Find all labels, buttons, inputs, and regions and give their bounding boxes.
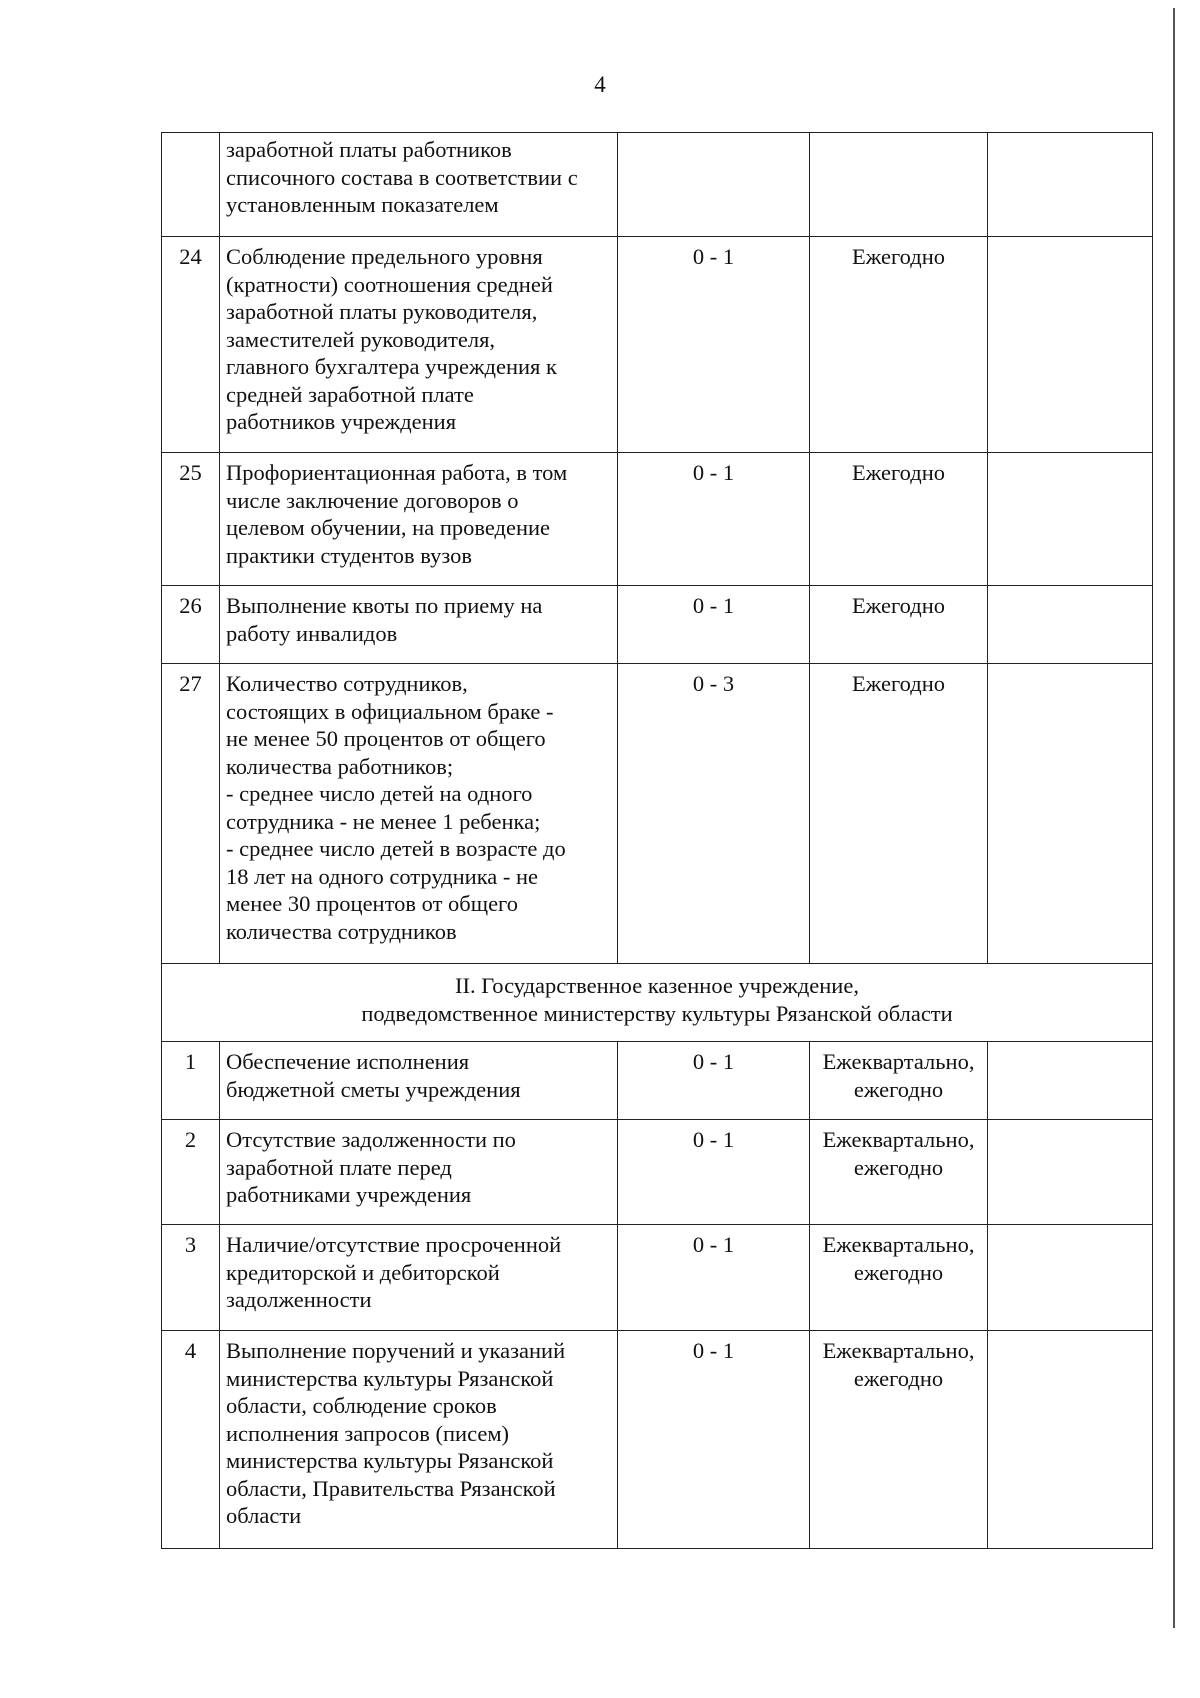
row-number: 24	[162, 237, 220, 453]
criterion-text: Отсутствие задолженности по заработной плате перед работниками учреждения	[220, 1120, 618, 1225]
row-number: 25	[162, 453, 220, 586]
score-range: 0 - 1	[618, 1331, 810, 1549]
section-header-row	[162, 964, 1153, 1042]
score-range: 0 - 1	[618, 1042, 810, 1120]
criterion-text: Профориентационная работа, в том числе заключение договоров о целевом обучении, на проведение практики студентов вузов	[220, 453, 618, 586]
criterion-text: заработной платы работников списочного состава в соответствии с установленным показателем	[220, 133, 618, 237]
row-number: 2	[162, 1120, 220, 1225]
table-row	[162, 1120, 1153, 1225]
table-row	[162, 237, 1153, 453]
criterion-text: Соблюдение предельного уровня (кратности) соотношения средней заработной платы руководителя, заместителей руководителя, главного бухгалтера учреждения к средней заработной плате работников учреждения	[220, 237, 618, 453]
empty-cell	[988, 1042, 1153, 1120]
frequency	[810, 133, 988, 237]
frequency: Ежегодно	[810, 453, 988, 586]
empty-cell	[988, 1225, 1153, 1331]
frequency: Ежеквартально, ежегодно	[810, 1225, 988, 1331]
row-number: 27	[162, 664, 220, 964]
score-range	[618, 133, 810, 237]
row-number: 26	[162, 586, 220, 664]
criterion-text: Выполнение поручений и указаний министерства культуры Рязанской области, соблюдение сроков исполнения запросов (писем) министерства культуры Рязанской области, Правительства Рязанской области	[220, 1331, 618, 1549]
row-number: 1	[162, 1042, 220, 1120]
score-range: 0 - 1	[618, 1225, 810, 1331]
section-title: II. Государственное казенное учреждение, подведомственное министерству культуры Рязанской области	[162, 964, 1153, 1042]
table-row	[162, 1042, 1153, 1120]
row-number: 4	[162, 1331, 220, 1549]
row-number: 3	[162, 1225, 220, 1331]
score-range: 0 - 1	[618, 586, 810, 664]
table-row	[162, 453, 1153, 586]
score-range: 0 - 3	[618, 664, 810, 964]
criterion-text: Обеспечение исполнения бюджетной сметы учреждения	[220, 1042, 618, 1120]
score-range: 0 - 1	[618, 1120, 810, 1225]
scan-edge-line	[1173, 8, 1175, 1628]
criterion-text: Наличие/отсутствие просроченной кредиторской и дебиторской задолженности	[220, 1225, 618, 1331]
frequency: Ежегодно	[810, 237, 988, 453]
empty-cell	[988, 664, 1153, 964]
frequency: Ежегодно	[810, 586, 988, 664]
empty-cell	[988, 1120, 1153, 1225]
frequency: Ежеквартально, ежегодно	[810, 1042, 988, 1120]
empty-cell	[988, 586, 1153, 664]
empty-cell	[988, 1331, 1153, 1549]
empty-cell	[988, 237, 1153, 453]
table-row	[162, 586, 1153, 664]
frequency: Ежеквартально, ежегодно	[810, 1331, 988, 1549]
page-number: 4	[594, 72, 606, 97]
criterion-text: Количество сотрудников, состоящих в официальном браке - не менее 50 процентов от общего количества работников; - среднее число детей на одного сотрудника - не менее 1 ребенка; - среднее число детей в возрасте до 18 лет на одного сотрудника - не менее 30 процентов от общего количества сотрудников	[220, 664, 618, 964]
table-row	[162, 1331, 1153, 1549]
table-row	[162, 1225, 1153, 1331]
score-range: 0 - 1	[618, 237, 810, 453]
frequency: Ежегодно	[810, 664, 988, 964]
frequency: Ежеквартально, ежегодно	[810, 1120, 988, 1225]
empty-cell	[988, 133, 1153, 237]
row-number	[162, 133, 220, 237]
empty-cell	[988, 453, 1153, 586]
table-row	[162, 664, 1153, 964]
criteria-table	[161, 132, 1153, 1549]
score-range: 0 - 1	[618, 453, 810, 586]
table-row	[162, 133, 1153, 237]
criterion-text: Выполнение квоты по приему на работу инвалидов	[220, 586, 618, 664]
